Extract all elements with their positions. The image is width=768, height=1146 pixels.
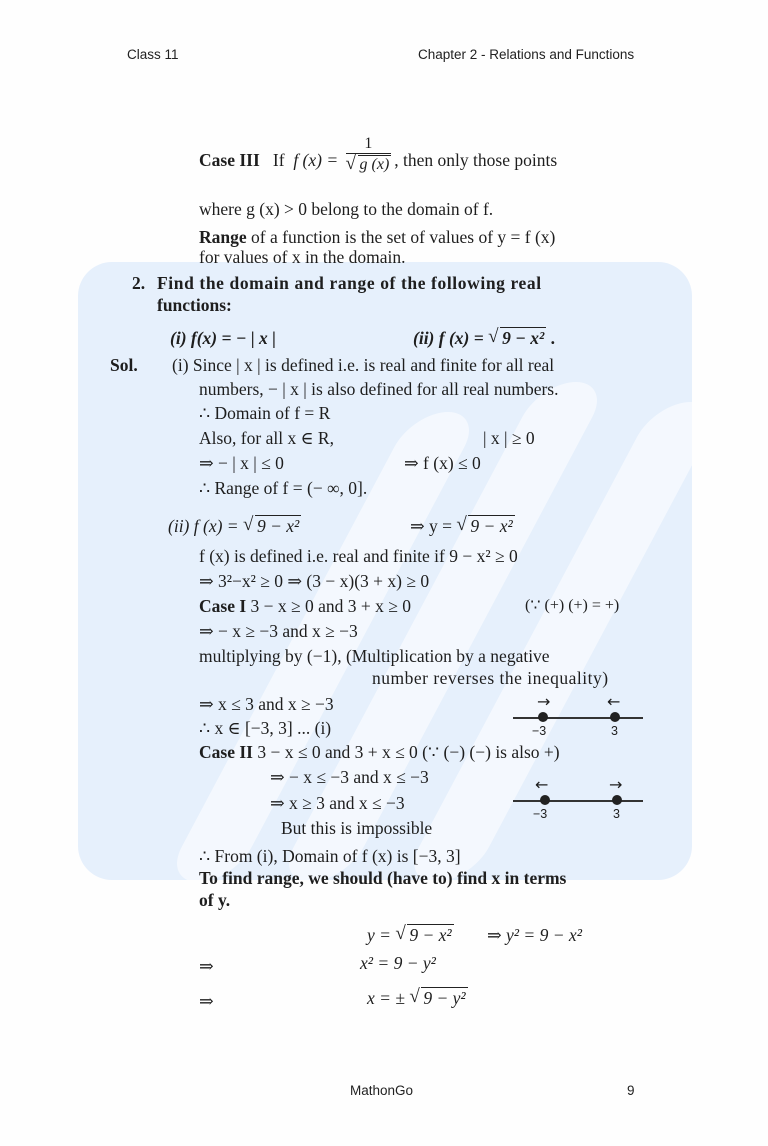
domain-conclusion: ∴ From (i), Domain of f (x) is [−3, 3] [199,846,461,866]
case1-line2: ⇒ − x ≥ −3 and x ≥ −3 [199,621,358,641]
sol-i-line5a: ⇒ − | x | ≤ 0 [199,453,284,473]
sol-i-line5b: ⇒ f (x) ≤ 0 [404,453,481,473]
range-heading-2: of y. [199,890,231,910]
case1-line4: ⇒ x ≤ 3 and x ≥ −3 [199,694,334,714]
sol-i-line4a: Also, for all x ∈ R, [199,428,334,448]
range-definition: Range of a function is the set of values of y = f (x) [199,227,556,247]
case3-line2: where g (x) > 0 belong to the domain of f. [199,199,494,219]
range-eq3: x = ± √ 9 − y² [367,987,468,1009]
case1-line5: ∴ x ∈ [−3, 3] ... (i) [199,718,332,738]
range-definition-2: for values of x in the domain. [199,247,406,267]
sol-i-line1: (i) Since | x | is defined i.e. is real and finite for all real [172,355,555,375]
question-text: Find the domain and range of the following real [157,273,542,293]
range-eq2: x² = 9 − y² [360,953,436,973]
range-eq3-arrow: ⇒ [199,991,214,1011]
right-arrow-icon: → [609,775,623,794]
range-eq1: y = √ 9 − x² [367,924,454,946]
case1-line3a: multiplying by (−1), (Multiplication by a negative [199,646,550,666]
question-part-i: (i) f(x) = − | x | [170,328,277,348]
sol-ii-line1b: ⇒ y = √ 9 − x² [410,515,515,537]
range-eq1-rhs: ⇒ y² = 9 − x² [487,925,582,945]
case1-line: Case I 3 − x ≥ 0 and 3 + x ≥ 0 [199,596,411,616]
header-chapter: Chapter 2 - Relations and Functions [418,47,635,62]
number-line-case1: → ← −3 3 [513,700,643,740]
number-line-case2: ← → −3 3 [513,783,643,823]
case1-line3b: number reverses the inequality) [372,668,609,688]
sol-ii-line3: ⇒ 3²−x² ≥ 0 ⇒ (3 − x)(3 + x) ≥ 0 [199,571,430,591]
case3-line: Case III If f (x) = 1 √ g (x) , then only those points [199,148,557,176]
header-class: Class 11 [127,47,179,62]
question-text-2: functions: [157,295,232,315]
page-number: 9 [627,1083,635,1098]
case1-note: (∵ (+) (+) = +) [525,597,620,614]
sol-ii-line2: f (x) is defined i.e. real and finite if 9 − x² ≥ 0 [199,546,518,566]
solution-label: Sol. [110,355,138,375]
case2-line: Case II 3 − x ≤ 0 and 3 + x ≤ 0 (∵ (−) (−) is also +) [199,742,560,762]
sol-i-line3: ∴ Domain of f = R [199,403,331,423]
question-number: 2. [132,273,146,293]
left-arrow-icon: ← [607,692,621,711]
sol-i-line2: numbers, − | x | is also defined for all real numbers. [199,379,559,399]
case2-line2: ⇒ − x ≤ −3 and x ≤ −3 [270,767,429,787]
question-part-ii: (ii) f (x) = √ 9 − x² . [413,327,555,349]
range-heading: To find range, we should (have to) find x in terms [199,868,567,888]
case2-line4: But this is impossible [281,818,433,838]
case2-line3: ⇒ x ≥ 3 and x ≤ −3 [270,793,405,813]
right-arrow-icon: → [537,692,551,711]
footer-brand: MathonGo [350,1083,414,1098]
sol-i-line6: ∴ Range of f = (− ∞, 0]. [199,478,368,498]
fraction: 1 √ g (x) [346,134,392,176]
sol-ii-line1: (ii) f (x) = √ 9 − x² [168,515,301,537]
left-arrow-icon: ← [535,775,549,794]
sol-i-line4b: | x | ≥ 0 [483,428,535,448]
range-eq2-arrow: ⇒ [199,956,214,976]
